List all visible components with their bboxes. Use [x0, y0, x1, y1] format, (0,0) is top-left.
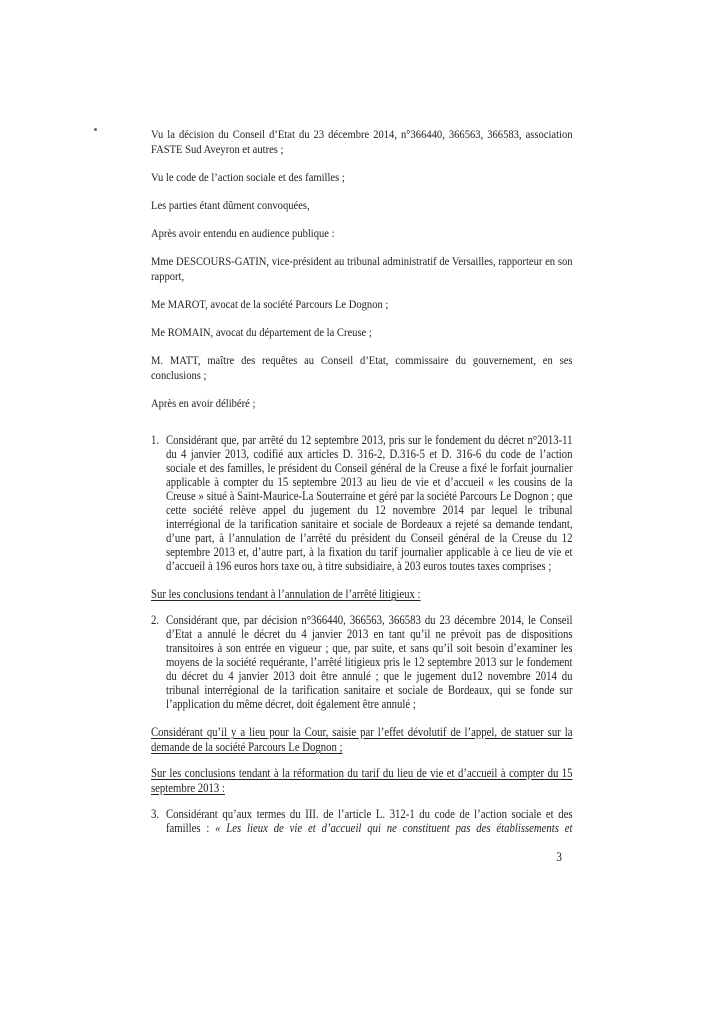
- considerant-2-text: Considérant que, par décision n°366440, 366563, 366583 du 23 décembre 2014, le Conseil d’Etat a annulé le décret du 4 janvier 2013 en tant qu’il ne prévoit pas de dispositions transitoires à son entrée en vigueur ; que, par suite, et sans qu’il soit besoin d’examiner les moyens de la société requérante, l’arrêté litigieux pris le 12 septembre 2013 sur le fondement du décret du 4 janvier 2013 doit être annulé ; que le jugement du12 novembre 2014 du tribunal interrégional de la tarification sanitaire et sociale de Bordeaux, qui se fonde sur l’application du même décret, doit également être annulé ;: [165, 613, 573, 711]
- considerant-3-quote: « Les lieux de vie et d’accueil qui ne constituent pas des établissements et: [215, 821, 573, 835]
- avocat-romain-line: Me ROMAIN, avocat du département de la Creuse ;: [151, 325, 372, 339]
- considerant-3-text: Considérant qu’aux termes du III. de l’article L. 312-1 du code de l’action sociale et des familles :: [165, 807, 573, 835]
- considerant-1-number: 1.: [151, 433, 160, 447]
- audience-publique-line: Après avoir entendu en audience publique :: [151, 226, 335, 240]
- delibere-line: Après en avoir délibéré ;: [151, 396, 256, 410]
- section-heading-annulation: Sur les conclusions tendant à l’annulation de l’arrêté litigieux :: [151, 587, 421, 601]
- document-content: [151, 127, 573, 865]
- considerant-1-text: Considérant que, par arrêté du 12 septembre 2013, pris sur le fondement du décret n°2013-11 du 4 janvier 2013, codifié aux articles D. 316-2, D.316-5 et D. 316-6 du code de l’action sociale et des familles, le président du Conseil général de la Creuse a fixé le forfait journalier applicable à compter du 15 septembre 2013 au lieu de vie et d’accueil « les cousins de la Creuse » situé à Saint-Maurice-La Souterraine et géré par la société Parcours Le Dognon ; que cette société relève appel du jugement du 12 novembre 2014 par lequel le tribunal interrégional de la tarification sanitaire et sociale de Bordeaux a rejeté sa demande tendant, d’une part, à l’annulation de l’arrêté du président du Conseil général de la Creuse du 12 septembre 2013 et, d’autre part, à la fixation du tarif journalier applicable à ce lieu de vie et d’accueil à 196 euros hors taxe ou, à titre subsidiaire, à 203 euros toutes taxes comprises ;: [165, 433, 573, 573]
- avocat-marot-line: Me MAROT, avocat de la société Parcours Le Dognon ;: [151, 297, 389, 311]
- parties-convoquees-line: Les parties étant dûment convoquées,: [151, 198, 310, 212]
- visa-code-line: Vu le code de l’action sociale et des familles ;: [151, 170, 345, 184]
- commissaire-gouvernement-line: M. MATT, maître des requêtes au Conseil d’Etat, commissaire du gouvernement, en ses conclusions ;: [151, 353, 573, 382]
- considerant-3-number: 3.: [151, 807, 160, 821]
- section-heading-devolutif: Considérant qu’il y a lieu pour la Cour, saisie par l’effet dévolutif de l’appel, de statuer sur la demande de la société Parcours Le Dognon ;: [151, 725, 573, 754]
- considerant-2: [151, 613, 573, 711]
- scan-artifact-dot: [94, 128, 97, 131]
- considerant-1: [151, 433, 573, 573]
- page-number: 3: [556, 849, 562, 864]
- considerant-2-number: 2.: [151, 613, 160, 627]
- section-heading-reformation: Sur les conclusions tendant à la réformation du tarif du lieu de vie et d’accueil à compter du 15 septembre 2013 :: [151, 766, 573, 795]
- visa-decision-line: Vu la décision du Conseil d’Etat du 23 décembre 2014, n°366440, 366563, 366583, association FASTE Sud Aveyron et autres ;: [151, 127, 573, 156]
- rapporteur-line: Mme DESCOURS-GATIN, vice-président au tribunal administratif de Versailles, rapporteur en son rapport,: [151, 254, 573, 283]
- considerant-3: [151, 807, 573, 835]
